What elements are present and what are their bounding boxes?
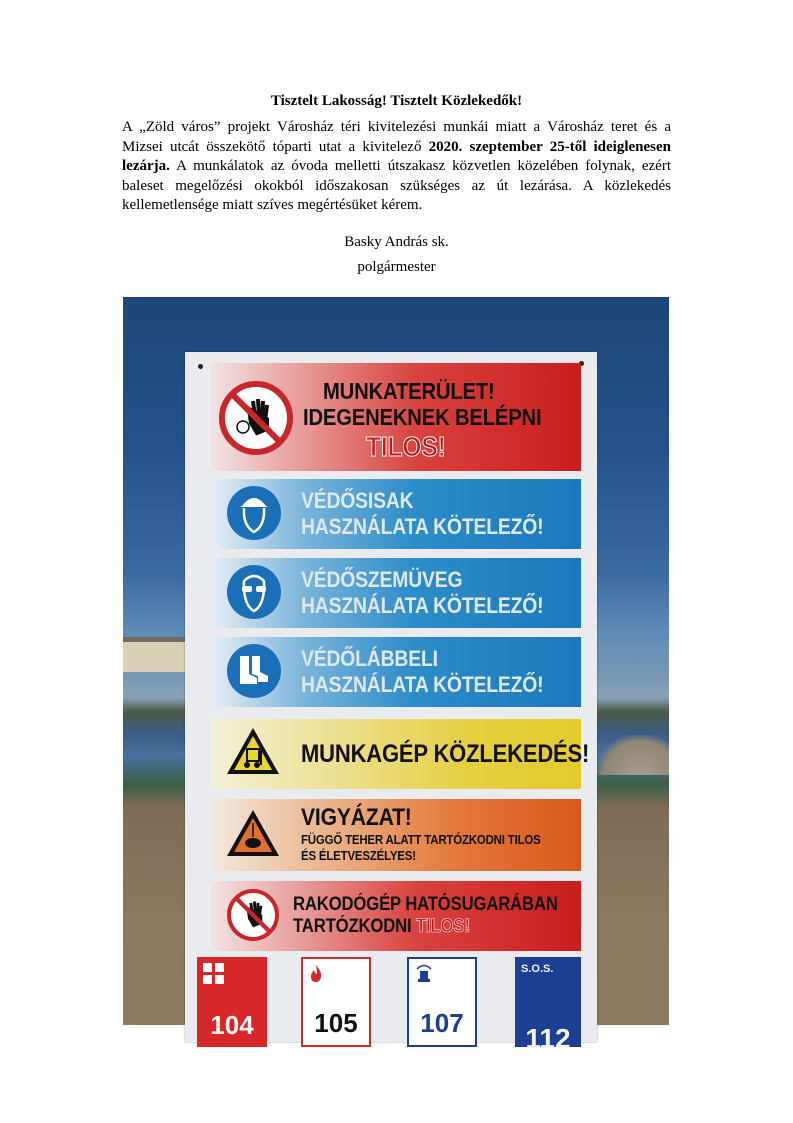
panel-line: FÜGGŐ TEHER ALATT TARTÓZKODNI TILOS	[301, 832, 541, 847]
emergency-number: 112	[525, 1023, 571, 1054]
notice-paragraph	[122, 118, 671, 216]
panel-line: HASZNÁLATA KÖTELEZŐ!	[301, 514, 544, 539]
forklift-warning-icon	[225, 725, 281, 782]
panel-boots	[211, 637, 581, 707]
panel-goggles	[211, 558, 581, 628]
panel-line: RAKODÓGÉP HATÓSUGARÁBAN	[293, 894, 558, 915]
hard-hat-icon	[227, 486, 281, 540]
panel-line: IDEGENEKNEK BELÉPNI	[303, 404, 542, 430]
panel-line: HASZNÁLATA KÖTELEZŐ!	[301, 593, 544, 618]
background-building	[123, 642, 185, 672]
suspended-load-warning-icon	[225, 807, 281, 864]
panel-line: MUNKATERÜLET!	[323, 378, 495, 404]
safety-boots-icon	[227, 644, 281, 698]
panel-suspended-load	[211, 799, 581, 871]
gravel-pile	[597, 735, 669, 775]
panel-line: MUNKAGÉP KÖZLEKEDÉS!	[301, 740, 590, 768]
notice-title: Tisztelt Lakosság! Tisztelt Közlekedők!	[270, 93, 523, 109]
emergency-number-104	[197, 957, 267, 1047]
panel-emphasis: TILOS!	[415, 916, 470, 937]
safety-sign-photo	[123, 297, 669, 1054]
panel-line: VÉDŐSISAK	[301, 488, 414, 513]
panel-line: VÉDŐSZEMÜVEG	[301, 567, 463, 592]
emergency-number-112	[515, 957, 581, 1054]
sos-label: S.O.S.	[521, 963, 554, 975]
panel-line: ÉS ÉLETVESZÉLYES!	[301, 848, 416, 863]
panel-loader-radius	[211, 881, 581, 951]
panel-line: VIGYÁZAT!	[301, 804, 412, 831]
panel-restricted-area	[211, 363, 581, 471]
panel-line-text: TARTÓZKODNI	[293, 916, 416, 937]
panel-line: VÉDŐLÁBBELI	[301, 646, 438, 671]
paragraph-part2: A munkálatok az óvoda melletti útszakasz közvetlen közelében folynak, ezért baleset megelőzési okokból időszakosan szükséges az út lezárása. A közlekedés kellemetlensége miatt szíves megértésüket kérem.	[122, 158, 671, 213]
emergency-number: 107	[420, 1008, 464, 1038]
sign-board	[185, 352, 597, 1054]
safety-goggles-icon	[227, 565, 281, 619]
police-siren-icon	[415, 963, 433, 988]
emergency-number-107	[407, 957, 477, 1047]
panel-emphasis: TILOS!	[366, 431, 446, 462]
panel-hard-hat	[211, 479, 581, 549]
emergency-number: 105	[314, 1008, 358, 1038]
first-aid-icon	[203, 963, 225, 985]
screw	[198, 364, 203, 369]
panel-machinery-traffic	[211, 719, 590, 789]
paragraph-part1: A „Zöld város” projekt Városház téri kivitelezési munkái miatt a Városház teret és a Mizsei utcát összekötő tóparti utat a kivitelező	[122, 119, 671, 155]
fire-icon	[309, 965, 323, 988]
panel-line	[293, 917, 470, 937]
no-entry-hand-icon	[219, 381, 293, 455]
paragraph-bold-date: 2020. szeptember 25-től ideiglenesen lezárja.	[122, 138, 672, 174]
no-entry-hand-icon	[227, 889, 279, 941]
signature-title: polgármester	[357, 259, 436, 275]
panel-line: HASZNÁLATA KÖTELEZŐ!	[301, 672, 544, 697]
emergency-number: 104	[210, 1010, 254, 1040]
emergency-number-105	[301, 957, 371, 1047]
signature-name: Basky András sk.	[344, 234, 449, 250]
